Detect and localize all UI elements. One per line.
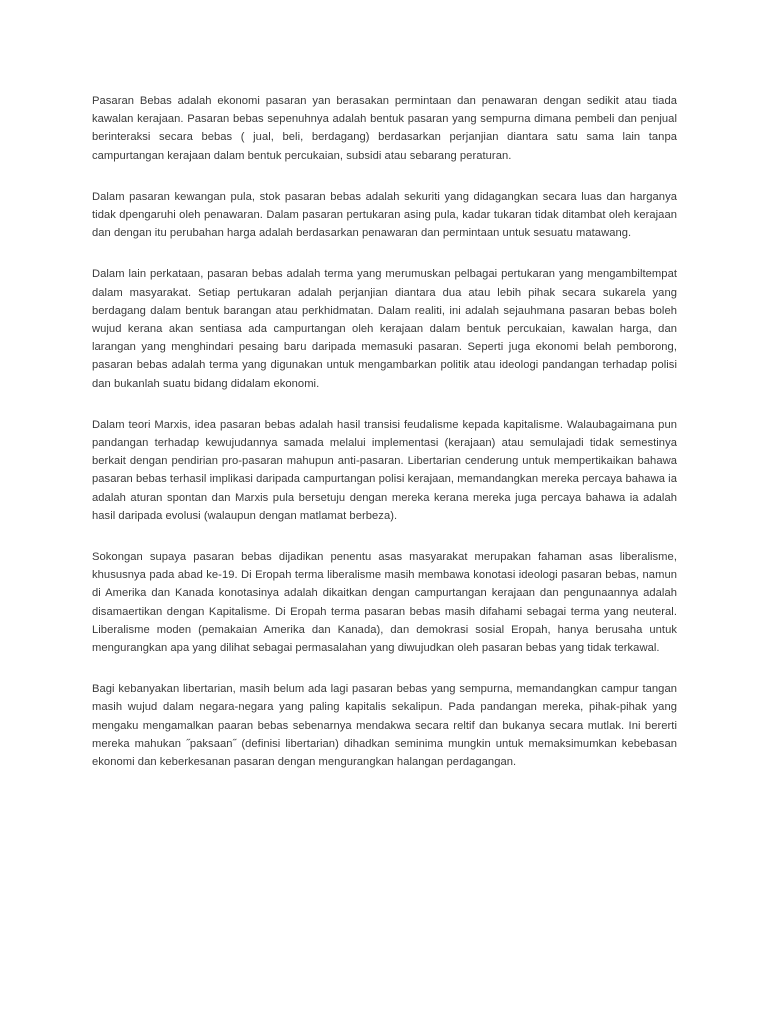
- paragraph-3: Dalam lain perkataan, pasaran bebas adalah terma yang merumuskan pelbagai pertukaran yang mengambiltempat dalam masyarakat. Setiap pertukaran adalah perjanjian diantara dua atau lebih pihak secara sukarela yang berdagang dalam bentuk barangan atau perkhidmatan. Dalam realiti, ini adalah sejauhmana pasaran bebas boleh wujud kerana akan sentiasa ada campurtangan oleh kerajaan dalam bentuk percukaian, kawalan harga, dan larangan yang menghindari pesaing baru daripada memasuki pasaran. Seperti juga ekonomi belah pemborong, pasaran bebas adalah terma yang digunakan untuk mengambarkan politik atau ideologi pandangan terhadap polisi dan bukanlah suatu bidang didalam ekonomi.: [92, 268, 677, 390]
- paragraph-2: Dalam pasaran kewangan pula, stok pasaran bebas adalah sekuriti yang didagangkan secara luas dan harganya tidak dpengaruhi oleh penawaran. Dalam pasaran pertukaran asing pula, kadar tukaran tidak ditambat oleh kerajaan dan dengan itu perubahan harga adalah berdasarkan penawaran dan permintaan untuk sesuatu matawang.: [92, 190, 677, 240]
- paragraph-5: Sokongan supaya pasaran bebas dijadikan penentu asas masyarakat merupakan fahaman asas liberalisme, khususnya pada abad ke-19. Di Eropah terma liberalisme masih membawa konotasi ideologi pasaran bebas, namun di Amerika dan Kanada konotasinya adalah dikaitkan dengan campurtangan kerajaan dan pengunaannya adalah disamaertikan dengan Kapitalisme. Di Eropah terma pasaran bebas masih difahami sebagai terma yang neuteral. Liberalisme moden (pemakaian Amerika dan Kanada), dan demokrasi sosial Eropah, hanya berusaha untuk mengurangkan apa yang dilihat sebagai permasalahan yang diwujudkan oleh pasaran bebas yang tidak terkawal.: [92, 551, 677, 655]
- paragraph-4: Dalam teori Marxis, idea pasaran bebas adalah hasil transisi feudalisme kepada kapitalisme. Walaubagaimana pun pandangan terhadap kewujudannya samada melalui implementasi (kerajaan) atau semulajadi tidak semestinya berkait dengan pendirian pro-pasaran mahupun anti-pasaran. Libertarian cenderung untuk mempertikaikan bahawa pasaran bebas terhasil implikasi daripada campurtangan polisi kerajaan, memandangkan mereka percaya bahawa ia adalah aturan spontan dan Marxis pula bersetuju dengan mereka kerana mereka juga percaya bahawa ia adalah hasil daripada evolusi (walaupun dengan matlamat berbeza).: [92, 418, 677, 522]
- paragraph-6: Bagi kebanyakan libertarian, masih belum ada lagi pasaran bebas yang sempurna, memandangkan campur tangan masih wujud dalam negara-negara yang paling kapitalis sekalipun. Pada pandangan mereka, pihak-pihak yang mengaku mengamalkan paaran bebas sebenarnya mendakwa secara reltif dan bukanya secara mutlak. Ini bererti mereka mahukan ˝paksaan˝ (definisi libertarian) dihadkan seminima mungkin untuk memaksimumkan kebebasan ekonomi dan keberkesanan pasaran dengan mengurangkan halangan perdagangan.: [92, 683, 677, 769]
- document-body: [92, 92, 677, 794]
- paragraph-1: Pasaran Bebas adalah ekonomi pasaran yan berasakan permintaan dan penawaran dengan sedikit atau tiada kawalan kerajaan. Pasaran bebas sepenuhnya adalah bentuk pasaran yang sempurna dimana pembeli dan penjual berinteraksi secara bebas ( jual, beli, berdagang) berdasarkan perjanjian diantara satu sama lain tanpa campurtangan kerajaan dalam bentuk percukaian, subsidi atau sebarang peraturan.: [92, 95, 677, 162]
